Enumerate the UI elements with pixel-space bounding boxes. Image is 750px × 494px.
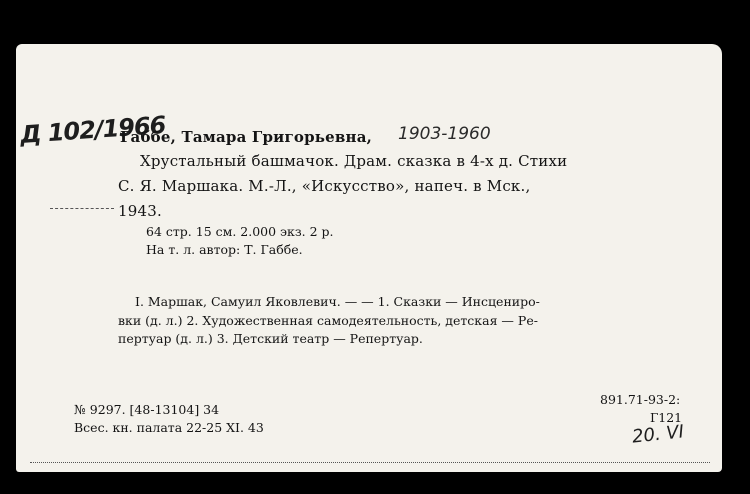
classification-number: 891.71-93-2: xyxy=(600,392,681,407)
title-line-3: 1943. xyxy=(118,202,162,220)
title-line-2: С. Я. Маршака. М.-Л., «Искусство», напеч. в Мск., xyxy=(118,177,531,195)
tracings-line-1: I. Маршак, Самуил Яковлевич. — — 1. Сказки — Инсцениро- xyxy=(135,294,540,309)
scratch-mark xyxy=(50,208,114,209)
title-line-1: Хрустальный башмачок. Драм. сказка в 4-х д. Стихи xyxy=(140,152,568,170)
tracings-line-2: вки (д. л.) 2. Художественная самодеятельность, детская — Ре- xyxy=(118,313,538,328)
author-mark: Г121 xyxy=(650,410,683,425)
bottom-rule xyxy=(30,462,710,463)
physical-description: 64 стр. 15 см. 2.000 экз. 2 р. xyxy=(146,224,334,239)
card-number: № 9297. [48-13104] 34 xyxy=(74,402,220,417)
handwritten-call-number: Д 102/1966 xyxy=(19,110,167,150)
book-chamber-line: Всес. кн. палата 22-25 XI. 43 xyxy=(74,420,264,435)
handwritten-years: 1903-1960 xyxy=(398,124,491,144)
author-heading: Габбе, Тамара Григорьевна, xyxy=(120,128,373,146)
statement-of-responsibility: На т. л. автор: Т. Габбе. xyxy=(146,242,303,257)
handwritten-note-bottom-right: 20. VI xyxy=(631,421,685,448)
tracings-line-3: пертуар (д. л.) 3. Детский театр — Репертуар. xyxy=(118,331,423,346)
